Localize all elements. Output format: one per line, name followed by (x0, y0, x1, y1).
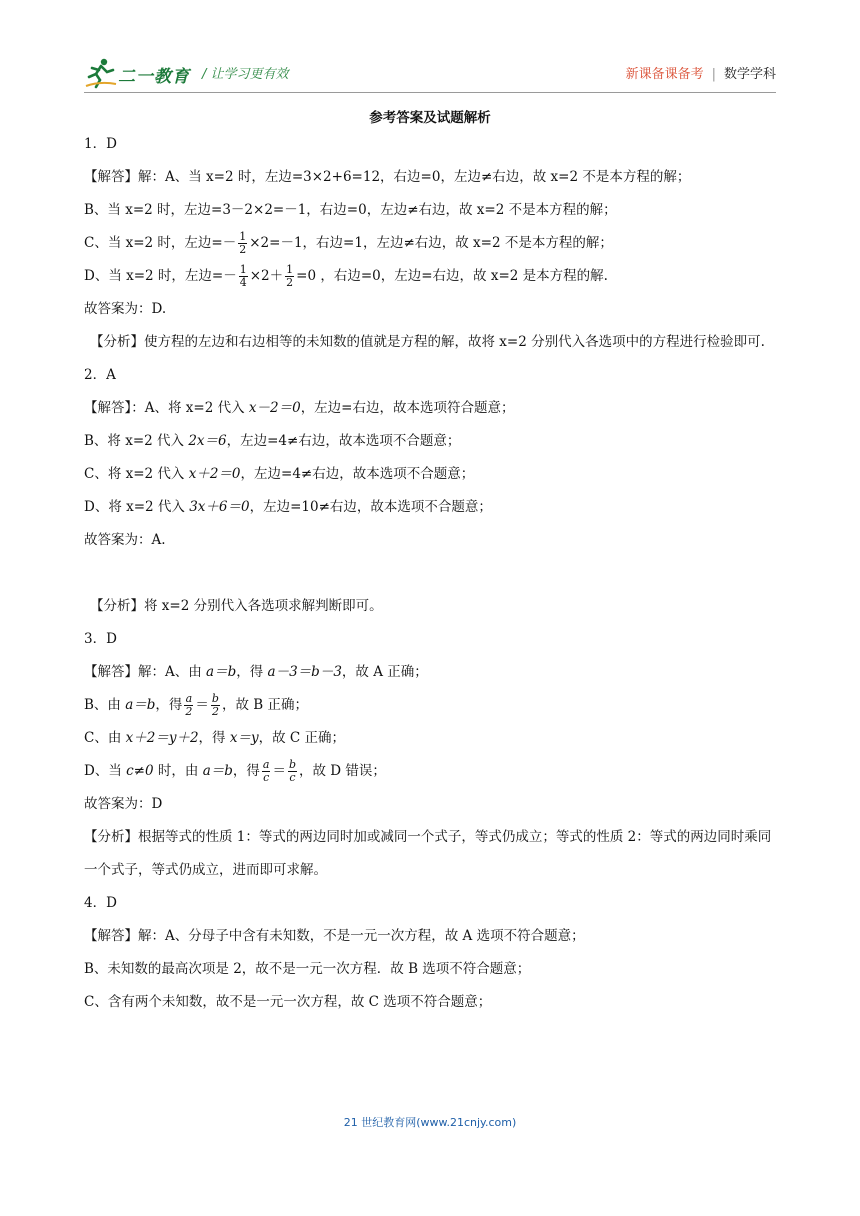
q4-solution-a: 【解答】解：A、分母子中含有未知数，不是一元一次方程，故 A 选项不符合题意； (84, 928, 585, 944)
text: ，得 (155, 697, 183, 713)
text: C、当 x=2 时，左边= (84, 235, 223, 251)
denominator: c (263, 771, 270, 784)
fraction-half (238, 231, 247, 256)
text: ，故 A 正确； (341, 664, 428, 680)
answer-content (84, 128, 776, 1019)
subject-label: 数学学科 (723, 67, 776, 82)
page-title: 参考答案及试题解析 (369, 110, 491, 126)
q3-solution-d (84, 755, 776, 788)
equation: a＝b (125, 697, 156, 713)
numerator: a (185, 692, 193, 705)
text: 【解答】解：A、由 (84, 664, 207, 680)
q3-analysis: 【分析】根据等式的性质 1：等式的两边同时加或减同一个式子，等式仍成立；等式的性质 2：等式的两边同时乘同一个式子，等式仍成立，进而即可求解。 (84, 829, 772, 878)
q3-solution-c (84, 722, 776, 755)
text: ×2=－1，右边=1，左边≠右边，故 x=2 不是本方程的解； (249, 235, 613, 251)
course-label: 新课备课备考 (625, 67, 704, 82)
header-separator: | (711, 67, 716, 82)
equation: x－2＝0 (248, 400, 301, 416)
q4-solution-c: C、含有两个未知数，故不是一元一次方程，故 C 选项不符合题意； (84, 994, 492, 1010)
minus-sign: － (222, 235, 237, 251)
equation: x＋2＝0 (188, 466, 241, 482)
header-right (626, 63, 776, 82)
text: ，故 C 正确； (258, 730, 346, 746)
fraction-half (285, 264, 294, 289)
q1-conclusion: 故答案为：D. (84, 301, 167, 317)
q1-solution-b: B、当 x=2 时，左边=3－2×2=－1，右边=0，左边≠右边，故 x=2 不是本方程的解； (84, 202, 617, 218)
text: ，左边=4≠右边，故本选项不合题意； (226, 433, 461, 449)
text: ，左边=10≠右边，故本选项不合题意； (249, 499, 492, 515)
denominator: 2 (239, 243, 247, 256)
slogan: / 让学习更有效 (202, 67, 289, 82)
numerator: 1 (286, 263, 294, 276)
text: D、当 x=2 时，左边= (84, 268, 224, 284)
fraction-a-over-2 (184, 693, 193, 718)
equation: x＝y (229, 730, 259, 746)
q1-analysis: 【分析】使方程的左边和右边相等的未知数的值就是方程的解，故将 x=2 分别代入各选项中的方程进行检验即可. (90, 334, 765, 350)
text: 【解答】：A、将 x=2 代入 (84, 400, 249, 416)
fraction-b-over-c (288, 759, 297, 784)
q2-conclusion: 故答案为：A. (84, 532, 166, 548)
q2-solution-b (84, 425, 776, 458)
q4-answer: 4．D (84, 895, 117, 911)
text: ，故 B 正确； (221, 697, 308, 713)
fraction-quarter (239, 264, 248, 289)
q1-solution-a: 【解答】解：A、当 x=2 时，左边=3×2+6=12，右边=0，左边≠右边，故 x=2 不是本方程的解； (84, 169, 691, 185)
text: C、将 x=2 代入 (84, 466, 189, 482)
q3-conclusion: 故答案为：D (84, 796, 163, 812)
logo-text: 二一教育 (118, 67, 190, 87)
footer-link[interactable]: 21 世纪教育网(www.21cnjy.com) (343, 1116, 517, 1129)
text: ，左边=4≠右边，故本选项不合题意； (240, 466, 475, 482)
denominator: 4 (239, 276, 247, 289)
equals-sign: ＝ (272, 763, 286, 779)
text: ，左边=右边，故本选项符合题意； (300, 400, 515, 416)
equation: c≠0 (126, 763, 154, 779)
numerator: 1 (239, 230, 247, 243)
numerator: a (262, 758, 270, 771)
text: ，得 (198, 730, 230, 746)
text: =0 ，右边=0，左边=右边，故 x=2 是本方程的解. (296, 268, 608, 284)
q2-answer: 2．A (84, 367, 116, 383)
text: C、由 (84, 730, 126, 746)
equation: a－3＝b－3 (267, 664, 342, 680)
equation: a＝b (206, 664, 237, 680)
spacer (84, 557, 776, 590)
equals-sign: ＝ (195, 697, 209, 713)
fraction-a-over-c (262, 759, 271, 784)
text: B、由 (84, 697, 126, 713)
numerator: b (288, 758, 296, 771)
q1-solution-c (84, 227, 776, 260)
q1-solution-d (84, 260, 776, 293)
text: 时，由 (153, 763, 203, 779)
text: ，得 (236, 664, 268, 680)
denominator: 2 (211, 705, 219, 718)
q3-solution-a (84, 656, 776, 689)
denominator: 2 (286, 276, 294, 289)
minus-sign: － (223, 268, 237, 284)
text: ×2＋ (249, 268, 284, 284)
q2-solution-c (84, 458, 776, 491)
q2-solution-a (84, 392, 776, 425)
fraction-b-over-2 (211, 693, 220, 718)
text: ，得 (232, 763, 260, 779)
equation: a＝b (202, 763, 233, 779)
denominator: c (289, 771, 296, 784)
q4-solution-b: B、未知数的最高次项是 2，故不是一元一次方程．故 B 选项不符合题意； (84, 961, 531, 977)
denominator: 2 (185, 705, 193, 718)
q1-answer: 1．D (84, 136, 117, 152)
page-header (84, 56, 776, 90)
text: D、将 x=2 代入 (84, 499, 190, 515)
equation: 2x＝6 (188, 433, 227, 449)
q2-solution-d (84, 491, 776, 524)
runner-icon (84, 56, 118, 90)
q3-answer: 3．D (84, 631, 117, 647)
q2-analysis: 【分析】将 x=2 分别代入各选项求解判断即可。 (90, 598, 383, 614)
logo (84, 56, 196, 90)
equation: 3x＋6＝0 (189, 499, 250, 515)
numerator: b (211, 692, 219, 705)
q3-solution-b (84, 689, 776, 722)
text: D、当 (84, 763, 127, 779)
text: ，故 D 错误； (299, 763, 386, 779)
equation: x＋2＝y＋2 (125, 730, 199, 746)
numerator: 1 (239, 263, 247, 276)
header-rule (84, 92, 776, 93)
text: B、将 x=2 代入 (84, 433, 189, 449)
